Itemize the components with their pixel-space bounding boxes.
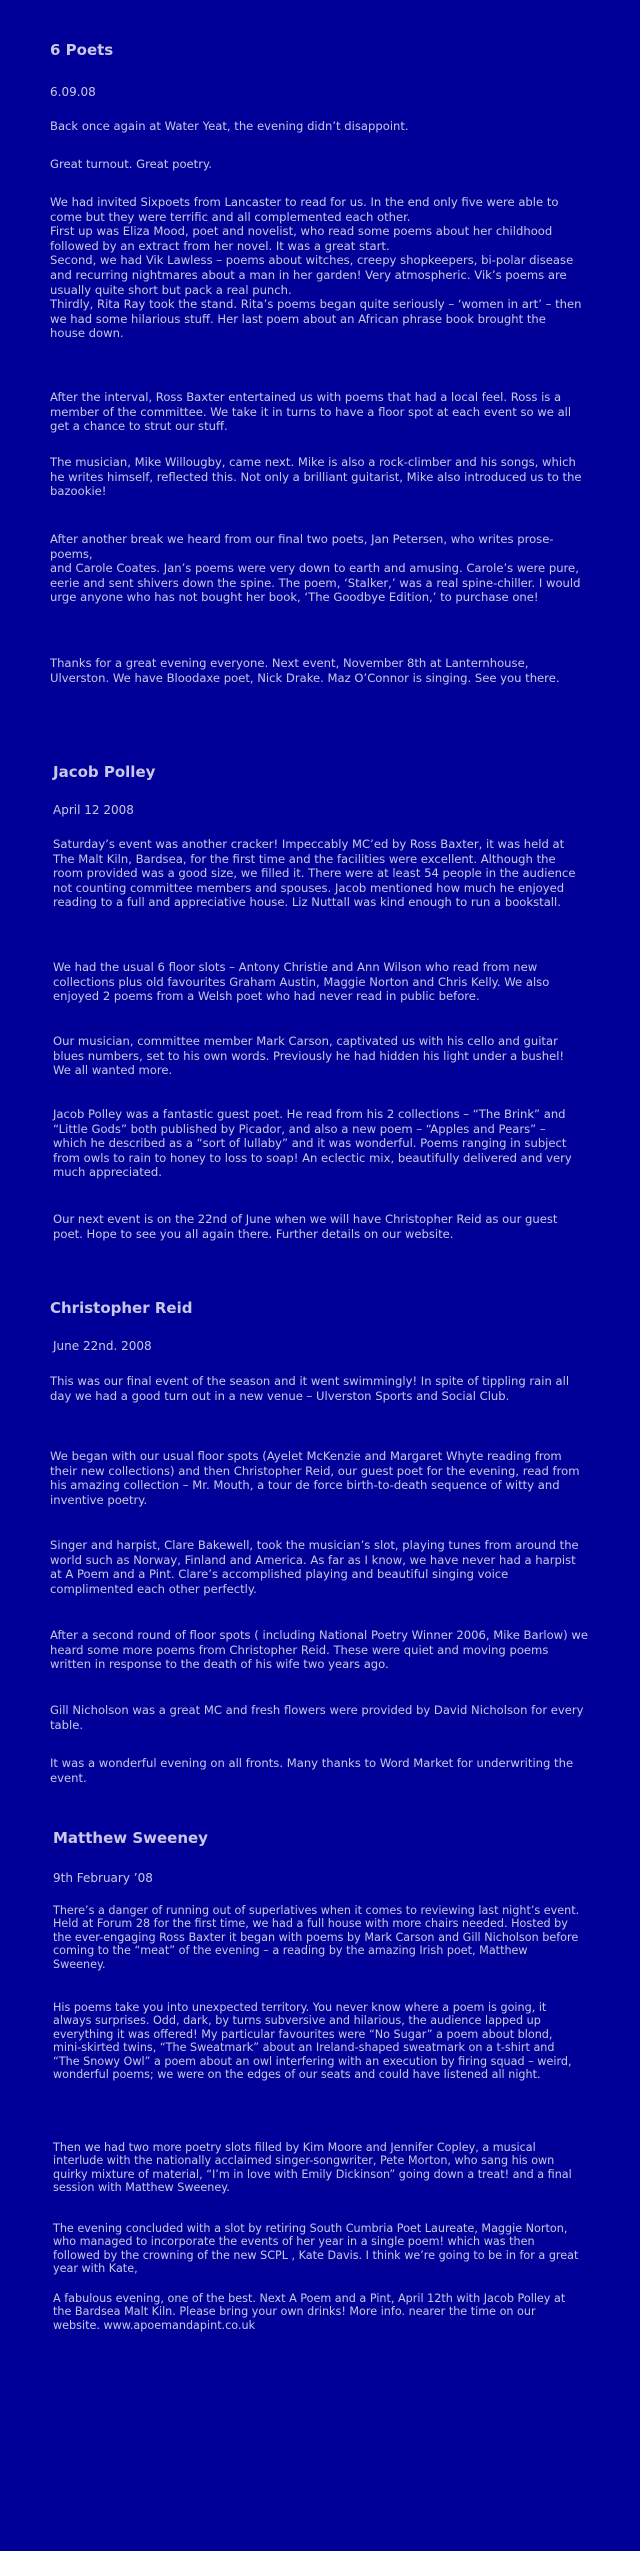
paragraph: After the interval, Ross Baxter entertained us with poems that had a local feel. Ross is a member of the committee. We take it in turns to have a floor spot at each event so we all get a chance to strut our stuff. (50, 390, 572, 434)
section-title: Jacob Polley (53, 763, 156, 781)
paragraph: Back once again at Water Yeat, the evening didn’t disappoint. (50, 119, 409, 133)
paragraph: We had invited Sixpoets from Lancaster to read for us. In the end only five were able to come but they were terrific and all complemented each other. First up was Eliza Mood, poet and novelist, who read some poems about her childhood followed by an extract from her novel. It was a great start. Second, we had Vik Lawless – poems about witches, creepy shopkeepers, bi-polar disease and recurring nightmares about a man in her garden! Very atmospheric. Vik’s poems are usually quite short but pack a real punch. Thirdly, Rita Ray took the stand. Rita’s poems began quite seriously – ‘women in art’ – then we had some hilarious stuff. Her last poem about an African phrase book brought the house down. (50, 195, 582, 341)
paragraph: Then we had two more poetry slots filled by Kim Moore and Jennifer Copley, a musical interlude with the nationally acclaimed singer-songwriter, Pete Morton, who sang his own quirky mixture of material, “I’m in love with Emily Dickinson” going down a treat! and a final session with Matthew Sweeney. (53, 2141, 572, 2195)
paragraph: We had the usual 6 floor slots – Antony Christie and Ann Wilson who read from new collections plus old favourites Graham Austin, Maggie Norton and Chris Kelly. We also enjoyed 2 poems from a Welsh poet who had never read in public before. (53, 960, 550, 1004)
paragraph: Singer and harpist, Clare Bakewell, took the musician’s slot, playing tunes from around the world such as Norway, Finland and America. As far as I know, we have never had a harpist at A Poem and a Pint. Clare’s accomplished playing and beautiful singing voice complimented each other perfectly. (50, 1538, 579, 1596)
paragraph: His poems take you into unexpected territory. You never know where a poem is going, it always surprises. Odd, dark, by turns subversive and hilarious, the audience lapped up everything it was offered! My particular favourites were “No Sugar” a poem about blond, mini-skirted twins, “The Sweatmark” about an Ireland-shaped sweatmark on a t-shirt and “The Snowy Owl” a poem about an owl interfering with an execution by firing squad – weird, wonderful poems; we were on the edges of our seats and could have listened all night. (53, 2001, 572, 2082)
paragraph: After another break we heard from our final two poets, Jan Petersen, who writes prose-poems, and Carole Coates. Jan’s poems were very down to earth and amusing. Carole’s were pure, eerie and sent shivers down the spine. The poem, ‘Stalker,’ was a real spine-chiller. I would urge anyone who has not bought her book, ‘The Goodbye Edition,’ to purchase one! (50, 532, 581, 605)
paragraph: Thanks for a great evening everyone. Next event, November 8th at Lanternhouse, Ulverston. We have Bloodaxe poet, Nick Drake. Maz O’Connor is singing. See you there. (50, 656, 560, 685)
section-jacob-polley (0, 762, 640, 1262)
paragraph: Saturday’s event was another cracker! Impeccably MC’ed by Ross Baxter, it was held at The Malt Kiln, Bardsea, for the first time and the facilities were excellent. Although the room provided was a good size, we filled it. There were at least 54 people in the audience not counting committee members and spouses. Jacob mentioned how much he enjoyed reading to a full and appreciative house. Liz Nuttall was kind enough to run a bookstall. (53, 837, 576, 910)
section-6-poets (0, 40, 640, 730)
section-date: 6.09.08 (50, 85, 96, 99)
paragraph: Our musician, committee member Mark Carson, captivated us with his cello and guitar blues numbers, set to his own words. Previously he had hidden his light under a bushel! We all wanted more. (53, 1034, 565, 1078)
paragraph: Gill Nicholson was a great MC and fresh flowers were provided by David Nicholson for every table. (50, 1703, 584, 1732)
paragraph: There’s a danger of running out of superlatives when it comes to reviewing last night’s event. Held at Forum 28 for the first time, we had a full house with more chairs needed. Hosted by the ever-engaging Ross Baxter it began with poems by Mark Carson and Gill Nicholson before coming to the “meat” of the evening – a reading by the amazing Irish poet, Matthew Sweeney. (53, 1904, 580, 1971)
section-date: April 12 2008 (53, 803, 134, 817)
section-date: June 22nd. 2008 (53, 1339, 152, 1353)
paragraph: After a second round of floor spots ( including National Poetry Winner 2006, Mike Barlow) we heard some more poems from Christopher Reid. These were quiet and moving poems written in response to the death of his wife two years ago. (50, 1628, 588, 1672)
section-christopher-reid (0, 1298, 640, 1798)
paragraph: The evening concluded with a slot by retiring South Cumbria Poet Laureate, Maggie Norton, who managed to incorporate the events of her year in a single poem! which was then followed by the crowning of the new SCPL , Kate Davis. I think we’re going to be in for a great year with Kate, (53, 2222, 579, 2276)
paragraph: A fabulous evening, one of the best. Next A Poem and a Pint, April 12th with Jacob Polley at the Bardsea Malt Kiln. Please bring your own drinks! More info. nearer the time on our website. www.apoemandapint.co.uk (53, 2292, 566, 2332)
section-title: Christopher Reid (50, 1299, 193, 1317)
paragraph: Great turnout. Great poetry. (50, 157, 212, 171)
section-date: 9th February ’08 (53, 1871, 153, 1885)
paragraph: It was a wonderful evening on all fronts. Many thanks to Word Market for underwriting the event. (50, 1756, 574, 1785)
paragraph: The musician, Mike Willougby, came next. Mike is also a rock-climber and his songs, which he writes himself, reflected this. Not only a brilliant guitarist, Mike also introduced us to the bazookie! (50, 455, 582, 499)
section-matthew-sweeney (0, 1828, 640, 2388)
section-title: 6 Poets (50, 41, 114, 59)
paragraph: Jacob Polley was a fantastic guest poet. He read from his 2 collections – “The Brink” and “Little Gods” both published by Picador, and also a new poem – “Apples and Pears” – which he described as a “sort of lullaby” and it was wonderful. Poems ranging in subject from owls to rain to honey to loss to soap! An eclectic mix, beautifully delivered and very much appreciated. (53, 1107, 572, 1180)
paragraph: This was our final event of the season and it went swimmingly! In spite of tippling rain all day we had a good turn out in a new venue – Ulverston Sports and Social Club. (50, 1374, 570, 1403)
section-title: Matthew Sweeney (53, 1829, 208, 1847)
paragraph: Our next event is on the 22nd of June when we will have Christopher Reid as our guest poet. Hope to see you all again there. Further details on our website. (53, 1212, 558, 1241)
paragraph: We began with our usual floor spots (Ayelet McKenzie and Margaret Whyte reading from their new collections) and then Christopher Reid, our guest poet for the evening, read from his amazing collection – Mr. Mouth, a tour de force birth-to-death sequence of witty and inventive poetry. (50, 1449, 580, 1507)
